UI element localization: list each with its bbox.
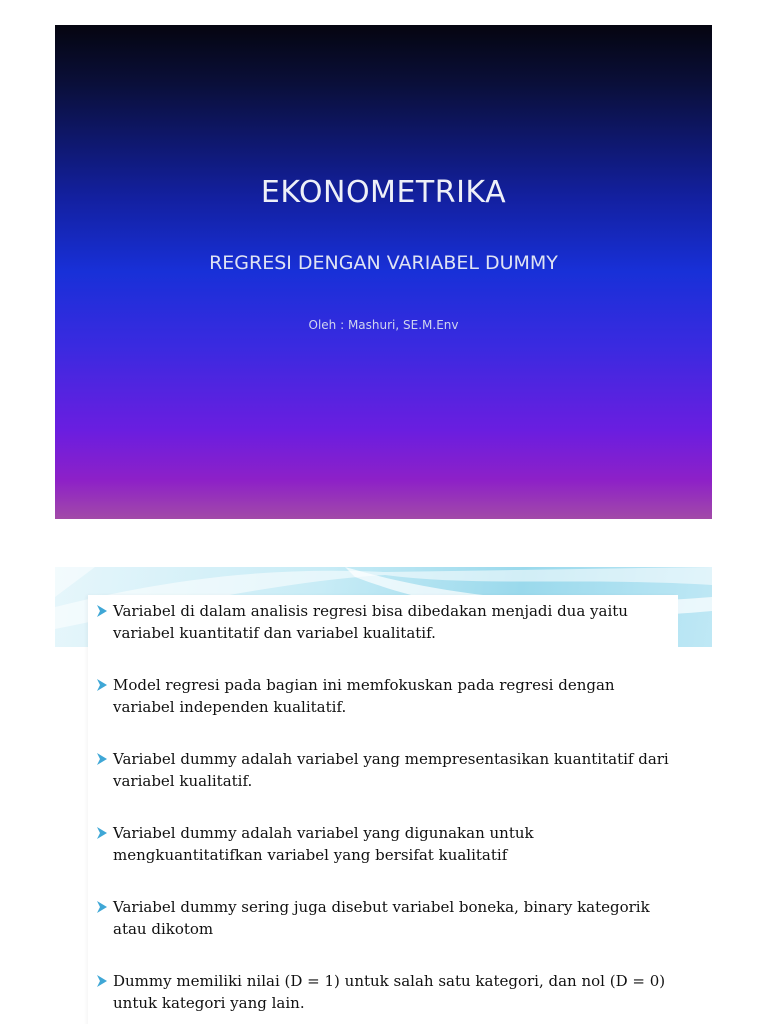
bullet-text: Dummy memiliki nilai (D = 1) untuk salah satu kategori, dan nol (D = 0) untuk kategori yang lain. xyxy=(113,972,666,1012)
bullet-item xyxy=(96,896,671,948)
bullet-item xyxy=(96,748,671,800)
bullet-text: Variabel dummy sering juga disebut variabel boneka, binary kategorik atau dikotom xyxy=(113,898,650,938)
arrow-bullet-icon xyxy=(96,900,108,914)
arrow-bullet-icon xyxy=(96,752,108,766)
arrow-bullet-icon xyxy=(96,826,108,840)
bullet-item xyxy=(96,674,671,726)
bullet-item xyxy=(96,822,671,874)
title-slide xyxy=(55,25,712,519)
content-slide xyxy=(55,567,712,1024)
bullet-text: Model regresi pada bagian ini memfokuskan pada regresi dengan variabel independen kualitatif. xyxy=(113,676,615,716)
bullet-item xyxy=(96,600,671,652)
arrow-bullet-icon xyxy=(96,604,108,618)
slide-subtitle: REGRESI DENGAN VARIABEL DUMMY xyxy=(209,252,558,274)
slide-title: EKONOMETRIKA xyxy=(260,175,507,210)
bullet-item xyxy=(96,970,671,1022)
slide-author: Oleh : Mashuri, SE.M.Env xyxy=(308,318,459,332)
bullet-text: Variabel dummy adalah variabel yang mempresentasikan kuantitatif dari variabel kualitatif. xyxy=(113,750,669,790)
arrow-bullet-icon xyxy=(96,678,108,692)
slide-body xyxy=(88,595,678,1024)
bullet-text: Variabel di dalam analisis regresi bisa dibedakan menjadi dua yaitu variabel kuantitatif dan variabel kualitatif. xyxy=(113,602,628,642)
arrow-bullet-icon xyxy=(96,974,108,988)
bullet-text: Variabel dummy adalah variabel yang digunakan untuk mengkuantitatifkan variabel yang bersifat kualitatif xyxy=(113,824,534,864)
bullet-list xyxy=(96,600,671,1024)
